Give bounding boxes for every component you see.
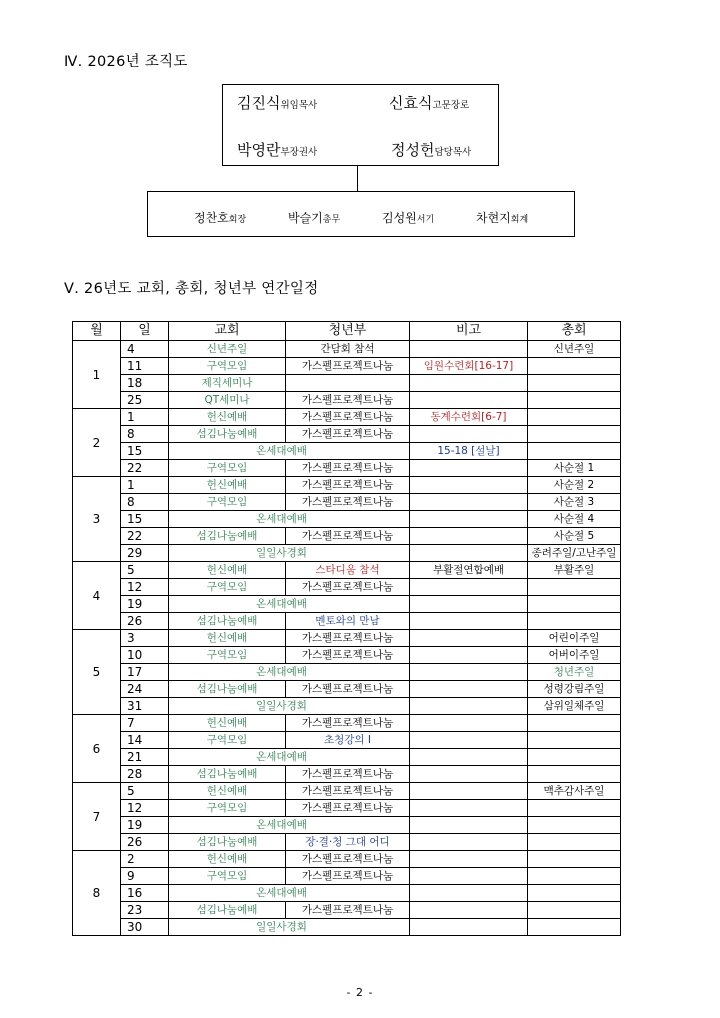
- table-row: [73, 647, 621, 664]
- table-row: [73, 477, 621, 494]
- org-member-name: 차현지: [476, 211, 511, 225]
- table-row: [73, 783, 621, 800]
- org-connector-line: [357, 165, 358, 191]
- table-row: [73, 596, 621, 613]
- youth-cell: 가스펠프로젝트나눔: [286, 783, 410, 800]
- day-cell: 7: [121, 715, 169, 732]
- assembly-cell: [528, 579, 621, 596]
- church-cell: 헌신예배: [169, 851, 286, 868]
- combined-event-cell: 온세대예배: [169, 817, 410, 834]
- note-cell: [410, 851, 528, 868]
- org-member-3: [382, 207, 434, 226]
- youth-cell: 가스펠프로젝트나눔: [286, 868, 410, 885]
- table-row: [73, 562, 621, 579]
- note-cell: [410, 613, 528, 630]
- table-row: [73, 834, 621, 851]
- church-cell: 신년주일: [169, 341, 286, 358]
- table-row: [73, 749, 621, 766]
- table-row: [73, 698, 621, 715]
- note-cell: [410, 800, 528, 817]
- month-cell: 7: [73, 783, 121, 851]
- day-cell: 9: [121, 868, 169, 885]
- combined-event-cell: 온세대예배: [169, 511, 410, 528]
- church-cell: 구역모임: [169, 358, 286, 375]
- note-cell: [410, 834, 528, 851]
- note-cell: [410, 392, 528, 409]
- assembly-cell: [528, 358, 621, 375]
- combined-event-cell: 일일사경회: [169, 698, 410, 715]
- assembly-cell: [528, 902, 621, 919]
- church-cell: 섬김나눔예배: [169, 902, 286, 919]
- header-church: 교회: [169, 322, 286, 341]
- assembly-cell: [528, 409, 621, 426]
- table-header-row: [73, 322, 621, 341]
- day-cell: 25: [121, 392, 169, 409]
- assembly-cell: 사순절 3: [528, 494, 621, 511]
- header-youth: 청년부: [286, 322, 410, 341]
- day-cell: 10: [121, 647, 169, 664]
- note-cell: [410, 647, 528, 664]
- assembly-cell: 삼위일체주일: [528, 698, 621, 715]
- org-person-name: 박영란: [237, 141, 281, 159]
- note-cell: [410, 630, 528, 647]
- combined-event-cell: 온세대예배: [169, 443, 410, 460]
- day-cell: 5: [121, 783, 169, 800]
- combined-event-cell: 온세대예배: [169, 664, 410, 681]
- note-cell: [410, 919, 528, 936]
- table-row: [73, 868, 621, 885]
- youth-cell: 가스펠프로젝트나눔: [286, 647, 410, 664]
- church-cell: 헌신예배: [169, 477, 286, 494]
- youth-cell: 가스펠프로젝트나눔: [286, 851, 410, 868]
- assembly-cell: [528, 885, 621, 902]
- combined-event-cell: 온세대예배: [169, 596, 410, 613]
- note-cell: 동계수련회[6-7]: [410, 409, 528, 426]
- church-cell: 섬김나눔예배: [169, 528, 286, 545]
- table-row: [73, 409, 621, 426]
- table-row: [73, 664, 621, 681]
- org-member-name: 박슬기: [288, 211, 323, 225]
- day-cell: 24: [121, 681, 169, 698]
- church-cell: 헌신예배: [169, 562, 286, 579]
- youth-cell: 멘토와의 만남: [286, 613, 410, 630]
- day-cell: 31: [121, 698, 169, 715]
- month-cell: 8: [73, 851, 121, 936]
- day-cell: 16: [121, 885, 169, 902]
- table-row: [73, 426, 621, 443]
- day-cell: 5: [121, 562, 169, 579]
- month-cell: 4: [73, 562, 121, 630]
- day-cell: 8: [121, 426, 169, 443]
- church-cell: 헌신예배: [169, 630, 286, 647]
- youth-cell: 간담회 참석: [286, 341, 410, 358]
- note-cell: [410, 885, 528, 902]
- org-person-role: 위임목사: [280, 100, 318, 111]
- month-cell: 1: [73, 341, 121, 409]
- assembly-cell: [528, 817, 621, 834]
- youth-cell: 가스펠프로젝트나눔: [286, 715, 410, 732]
- schedule-body: [73, 341, 621, 936]
- day-cell: 1: [121, 477, 169, 494]
- note-cell: [410, 715, 528, 732]
- combined-event-cell: 일일사경회: [169, 919, 410, 936]
- org-member-role: 서기: [416, 215, 435, 225]
- assembly-cell: 어린이주일: [528, 630, 621, 647]
- note-cell: [410, 511, 528, 528]
- youth-cell: 가스펠프로젝트나눔: [286, 630, 410, 647]
- assembly-cell: [528, 834, 621, 851]
- table-row: [73, 460, 621, 477]
- assembly-cell: [528, 375, 621, 392]
- church-cell: 섬김나눔예배: [169, 426, 286, 443]
- assembly-cell: 청년주일: [528, 664, 621, 681]
- month-cell: 6: [73, 715, 121, 783]
- table-row: [73, 545, 621, 562]
- assembly-cell: 신년주일: [528, 341, 621, 358]
- youth-cell: 초청강의 Ⅰ: [286, 732, 410, 749]
- org-person-name: 정성헌: [391, 141, 435, 159]
- church-cell: 구역모임: [169, 732, 286, 749]
- youth-cell: 가스펠프로젝트나눔: [286, 681, 410, 698]
- combined-event-cell: 온세대예배: [169, 749, 410, 766]
- day-cell: 8: [121, 494, 169, 511]
- note-cell: [410, 477, 528, 494]
- header-note: 비고: [410, 322, 528, 341]
- org-member-role: 회계: [510, 215, 529, 225]
- note-cell: [410, 817, 528, 834]
- note-cell: [410, 732, 528, 749]
- note-cell: [410, 579, 528, 596]
- youth-cell: 가스펠프로젝트나눔: [286, 579, 410, 596]
- annual-schedule-table: [72, 321, 621, 936]
- youth-cell: 가스펠프로젝트나눔: [286, 494, 410, 511]
- assembly-cell: 사순절 2: [528, 477, 621, 494]
- table-row: [73, 817, 621, 834]
- day-cell: 18: [121, 375, 169, 392]
- assembly-cell: [528, 732, 621, 749]
- youth-cell: [286, 375, 410, 392]
- church-cell: 구역모임: [169, 647, 286, 664]
- header-day: 일: [121, 322, 169, 341]
- youth-cell: 가스펠프로젝트나눔: [286, 358, 410, 375]
- assembly-cell: 어버이주일: [528, 647, 621, 664]
- day-cell: 11: [121, 358, 169, 375]
- note-cell: [410, 783, 528, 800]
- note-cell: [410, 681, 528, 698]
- church-cell: 제직세미나: [169, 375, 286, 392]
- table-row: [73, 766, 621, 783]
- note-cell: [410, 868, 528, 885]
- youth-cell: 가스펠프로젝트나눔: [286, 392, 410, 409]
- day-cell: 1: [121, 409, 169, 426]
- note-cell: [410, 460, 528, 477]
- note-cell: [410, 596, 528, 613]
- org-person-role: 고문장로: [432, 100, 470, 111]
- org-member-role: 총무: [322, 215, 341, 225]
- table-row: [73, 528, 621, 545]
- section-5-heading: Ⅴ. 26년도 교회, 총회, 청년부 연간일정: [64, 281, 319, 297]
- note-cell: 부활절연합예배: [410, 562, 528, 579]
- month-cell: 3: [73, 477, 121, 562]
- table-row: [73, 800, 621, 817]
- assembly-cell: [528, 596, 621, 613]
- church-cell: 섬김나눔예배: [169, 681, 286, 698]
- youth-cell: 가스펠프로젝트나눔: [286, 902, 410, 919]
- note-cell: [410, 664, 528, 681]
- note-cell: [410, 375, 528, 392]
- table-row: [73, 579, 621, 596]
- org-member-name: 김성원: [382, 211, 417, 225]
- org-person-role: 부장권사: [280, 147, 318, 158]
- day-cell: 19: [121, 596, 169, 613]
- assembly-cell: [528, 851, 621, 868]
- org-person-name: 신효식: [389, 94, 433, 112]
- org-person-4: [391, 139, 471, 160]
- assembly-cell: 사순절 5: [528, 528, 621, 545]
- org-person-2: [389, 92, 469, 113]
- table-row: [73, 732, 621, 749]
- assembly-cell: 성령강림주일: [528, 681, 621, 698]
- assembly-cell: 사순절 1: [528, 460, 621, 477]
- day-cell: 22: [121, 460, 169, 477]
- org-member-1: [194, 207, 246, 226]
- youth-cell: 스타디움 참석: [286, 562, 410, 579]
- youth-cell: 가스펠프로젝트나눔: [286, 477, 410, 494]
- day-cell: 29: [121, 545, 169, 562]
- assembly-cell: 종려주일/고난주일: [528, 545, 621, 562]
- church-cell: 구역모임: [169, 494, 286, 511]
- table-row: [73, 885, 621, 902]
- note-cell: [410, 545, 528, 562]
- note-cell: [410, 902, 528, 919]
- table-row: [73, 392, 621, 409]
- note-cell: [410, 749, 528, 766]
- day-cell: 12: [121, 800, 169, 817]
- assembly-cell: [528, 443, 621, 460]
- assembly-cell: [528, 766, 621, 783]
- day-cell: 19: [121, 817, 169, 834]
- table-row: [73, 341, 621, 358]
- org-person-1: [237, 92, 317, 113]
- day-cell: 26: [121, 613, 169, 630]
- table-row: [73, 511, 621, 528]
- church-cell: 헌신예배: [169, 783, 286, 800]
- assembly-cell: 맥추감사주일: [528, 783, 621, 800]
- day-cell: 28: [121, 766, 169, 783]
- day-cell: 4: [121, 341, 169, 358]
- day-cell: 17: [121, 664, 169, 681]
- day-cell: 2: [121, 851, 169, 868]
- youth-cell: 가스펠프로젝트나눔: [286, 800, 410, 817]
- table-row: [73, 494, 621, 511]
- note-cell: [410, 341, 528, 358]
- header-assembly: 총회: [528, 322, 621, 341]
- month-cell: 5: [73, 630, 121, 715]
- day-cell: 15: [121, 443, 169, 460]
- church-cell: 구역모임: [169, 460, 286, 477]
- table-row: [73, 681, 621, 698]
- org-person-3: [237, 139, 317, 160]
- note-cell: [410, 528, 528, 545]
- assembly-cell: [528, 749, 621, 766]
- note-cell: [410, 698, 528, 715]
- youth-cell: 장·결·청 그대 어디: [286, 834, 410, 851]
- assembly-cell: [528, 919, 621, 936]
- day-cell: 30: [121, 919, 169, 936]
- day-cell: 26: [121, 834, 169, 851]
- org-person-role: 담당목사: [434, 147, 472, 158]
- church-cell: QT세미나: [169, 392, 286, 409]
- youth-cell: 가스펠프로젝트나눔: [286, 528, 410, 545]
- church-cell: 구역모임: [169, 579, 286, 596]
- org-member-role: 회장: [228, 215, 247, 225]
- page-number: - 2 -: [346, 986, 374, 999]
- day-cell: 21: [121, 749, 169, 766]
- table-row: [73, 715, 621, 732]
- table-row: [73, 630, 621, 647]
- day-cell: 14: [121, 732, 169, 749]
- assembly-cell: [528, 868, 621, 885]
- note-cell: [410, 494, 528, 511]
- church-cell: 헌신예배: [169, 715, 286, 732]
- church-cell: 섬김나눔예배: [169, 766, 286, 783]
- table-row: [73, 919, 621, 936]
- church-cell: 섬김나눔예배: [169, 613, 286, 630]
- table-row: [73, 443, 621, 460]
- church-cell: 구역모임: [169, 868, 286, 885]
- note-cell: 15-18 [설날]: [410, 443, 528, 460]
- org-member-4: [476, 207, 528, 226]
- org-member-name: 정찬호: [194, 211, 229, 225]
- church-cell: 헌신예배: [169, 409, 286, 426]
- combined-event-cell: 일일사경회: [169, 545, 410, 562]
- assembly-cell: [528, 392, 621, 409]
- assembly-cell: 사순절 4: [528, 511, 621, 528]
- table-row: [73, 358, 621, 375]
- day-cell: 12: [121, 579, 169, 596]
- youth-cell: 가스펠프로젝트나눔: [286, 460, 410, 477]
- table-row: [73, 902, 621, 919]
- assembly-cell: [528, 426, 621, 443]
- table-row: [73, 375, 621, 392]
- month-cell: 2: [73, 409, 121, 477]
- church-cell: 구역모임: [169, 800, 286, 817]
- note-cell: [410, 766, 528, 783]
- note-cell: [410, 426, 528, 443]
- day-cell: 22: [121, 528, 169, 545]
- section-4-heading: Ⅳ. 2026년 조직도: [64, 54, 188, 70]
- youth-cell: 가스펠프로젝트나눔: [286, 766, 410, 783]
- day-cell: 23: [121, 902, 169, 919]
- youth-cell: 가스펠프로젝트나눔: [286, 426, 410, 443]
- org-person-name: 김진식: [237, 94, 281, 112]
- assembly-cell: [528, 715, 621, 732]
- assembly-cell: [528, 800, 621, 817]
- note-cell: 임원수련회[16-17]: [410, 358, 528, 375]
- church-cell: 섬김나눔예배: [169, 834, 286, 851]
- org-member-2: [288, 207, 340, 226]
- combined-event-cell: 온세대예배: [169, 885, 410, 902]
- table-row: [73, 613, 621, 630]
- youth-cell: 가스펠프로젝트나눔: [286, 409, 410, 426]
- table-row: [73, 851, 621, 868]
- assembly-cell: [528, 613, 621, 630]
- assembly-cell: 부활주일: [528, 562, 621, 579]
- day-cell: 15: [121, 511, 169, 528]
- header-month: 월: [73, 322, 121, 341]
- day-cell: 3: [121, 630, 169, 647]
